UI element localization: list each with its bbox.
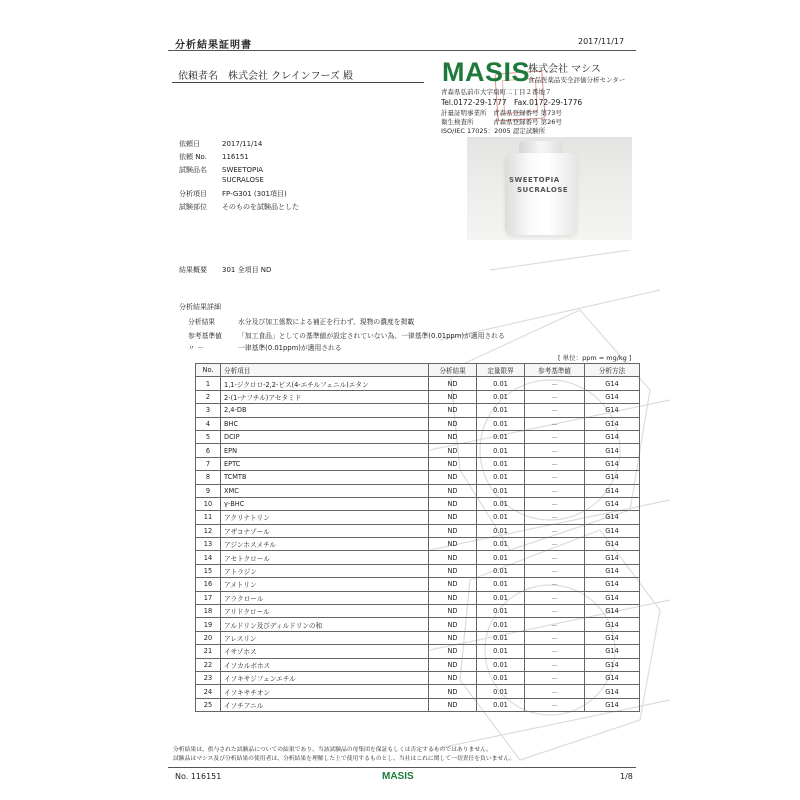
cell-method: G14 <box>585 444 640 457</box>
table-row <box>196 404 640 417</box>
cell-item: アリドクロール <box>221 605 429 618</box>
cell-no: 4 <box>196 417 221 430</box>
sample-photo <box>467 137 632 240</box>
cell-reference: － <box>525 658 585 671</box>
cell-method: G14 <box>585 484 640 497</box>
details-heading: 分析結果詳細 <box>179 303 221 311</box>
table-row <box>196 631 640 644</box>
cell-limit: 0.01 <box>477 631 525 644</box>
cell-no: 12 <box>196 524 221 537</box>
footer-divider <box>168 767 636 768</box>
table-row <box>196 658 640 671</box>
cell-limit: 0.01 <box>477 645 525 658</box>
cell-item: DCIP <box>221 430 429 443</box>
results-body <box>196 377 640 712</box>
table-header-row <box>196 364 640 377</box>
cell-limit: 0.01 <box>477 497 525 510</box>
cell-item: BHC <box>221 417 429 430</box>
cell-result: ND <box>429 685 477 698</box>
cell-limit: 0.01 <box>477 404 525 417</box>
cell-no: 3 <box>196 404 221 417</box>
cell-no: 6 <box>196 444 221 457</box>
cell-method: G14 <box>585 417 640 430</box>
cell-method: G14 <box>585 511 640 524</box>
cell-reference: － <box>525 471 585 484</box>
table-row <box>196 471 640 484</box>
cell-result: ND <box>429 645 477 658</box>
table-row <box>196 484 640 497</box>
cell-item: 1,1-ジクロロ-2,2-ビス(4-エチルフェニル)エタン <box>221 377 429 390</box>
cell-result: ND <box>429 484 477 497</box>
cell-method: G14 <box>585 404 640 417</box>
cell-method: G14 <box>585 658 640 671</box>
cell-result: ND <box>429 538 477 551</box>
header-divider <box>168 50 636 51</box>
cell-item: EPN <box>221 444 429 457</box>
cell-method: G14 <box>585 564 640 577</box>
detail-row: 〃 － 一律基準(0.01ppm)が適用される <box>188 344 342 352</box>
cell-reference: － <box>525 671 585 684</box>
cell-item: イソキサチオン <box>221 685 429 698</box>
cell-no: 8 <box>196 471 221 484</box>
cell-method: G14 <box>585 685 640 698</box>
cell-result: ND <box>429 444 477 457</box>
bottle-label-1: SWEETOPIA <box>509 176 560 184</box>
cell-limit: 0.01 <box>477 511 525 524</box>
company-name: 株式会社 マシス <box>528 64 601 75</box>
unit-label: [ 単位：ppm = mg/kg ] <box>558 354 632 362</box>
cell-method: G14 <box>585 538 640 551</box>
cell-no: 21 <box>196 645 221 658</box>
table-row <box>196 457 640 470</box>
cell-no: 11 <box>196 511 221 524</box>
cell-limit: 0.01 <box>477 538 525 551</box>
table-row <box>196 591 640 604</box>
footnote-1: 分析結果は、供与された試験品についての結果であり、当該試験品の母集団を保証もしくは否定するものではありません。 <box>173 747 493 753</box>
cell-result: ND <box>429 430 477 443</box>
table-row <box>196 645 640 658</box>
cell-reference: － <box>525 551 585 564</box>
cell-method: G14 <box>585 390 640 403</box>
footer-number: No. 116151 <box>175 772 222 781</box>
cell-limit: 0.01 <box>477 591 525 604</box>
cell-no: 1 <box>196 377 221 390</box>
cell-result: ND <box>429 404 477 417</box>
cell-item: アルドリン及びディルドリンの和 <box>221 618 429 631</box>
cell-no: 10 <box>196 497 221 510</box>
cell-limit: 0.01 <box>477 564 525 577</box>
cell-method: G14 <box>585 591 640 604</box>
cell-no: 5 <box>196 430 221 443</box>
cell-reference: － <box>525 538 585 551</box>
cell-item: XMC <box>221 484 429 497</box>
cell-item: EPTC <box>221 457 429 470</box>
cell-item: イソキサジフェンエチル <box>221 671 429 684</box>
table-row <box>196 685 640 698</box>
col-method: 分析方法 <box>585 364 640 377</box>
result-summary: 結果概要 301 全項目 ND <box>179 266 272 274</box>
col-limit: 定量限界 <box>477 364 525 377</box>
request-number: 依頼 No. 116151 <box>179 153 249 161</box>
cell-limit: 0.01 <box>477 484 525 497</box>
cell-result: ND <box>429 457 477 470</box>
cell-method: G14 <box>585 497 640 510</box>
cell-method: G14 <box>585 457 640 470</box>
cell-reference: － <box>525 404 585 417</box>
cell-result: ND <box>429 471 477 484</box>
cell-limit: 0.01 <box>477 685 525 698</box>
footnote-2: 試験品はマシス及び分析結果の使用者は、分析結果を理解した上で使用するものとし、当社はこれに関して一切責任を負いません。 <box>173 756 516 762</box>
cell-item: イソカルボホス <box>221 658 429 671</box>
cell-item: アクリナトリン <box>221 511 429 524</box>
cell-limit: 0.01 <box>477 471 525 484</box>
cell-result: ND <box>429 605 477 618</box>
col-reference: 参考基準値 <box>525 364 585 377</box>
table-row <box>196 698 640 711</box>
cell-result: ND <box>429 658 477 671</box>
cell-no: 13 <box>196 538 221 551</box>
cell-item: γ-BHC <box>221 497 429 510</box>
cell-reference: － <box>525 417 585 430</box>
cell-limit: 0.01 <box>477 658 525 671</box>
cell-result: ND <box>429 578 477 591</box>
cell-no: 20 <box>196 631 221 644</box>
cell-limit: 0.01 <box>477 698 525 711</box>
cell-result: ND <box>429 417 477 430</box>
cell-reference: － <box>525 645 585 658</box>
cell-no: 16 <box>196 578 221 591</box>
cell-no: 23 <box>196 671 221 684</box>
table-row <box>196 605 640 618</box>
cell-no: 7 <box>196 457 221 470</box>
cell-no: 24 <box>196 685 221 698</box>
cell-item: アラクロール <box>221 591 429 604</box>
cell-method: G14 <box>585 578 640 591</box>
lab-registration-1: 計量証明事業所 青森県登録番号 第73号 <box>441 109 562 117</box>
cell-result: ND <box>429 671 477 684</box>
client-underline <box>172 82 424 83</box>
cell-reference: － <box>525 685 585 698</box>
cell-item: アレスリン <box>221 631 429 644</box>
lab-iso: ISO/IEC 17025：2005 認定試験所 <box>441 127 546 135</box>
table-row <box>196 511 640 524</box>
table-row <box>196 497 640 510</box>
cell-no: 14 <box>196 551 221 564</box>
cell-method: G14 <box>585 618 640 631</box>
cell-no: 18 <box>196 605 221 618</box>
cell-method: G14 <box>585 551 640 564</box>
lab-phone: Tel.0172-29-1777 Fax.0172-29-1776 <box>441 98 583 107</box>
company-subtitle: 食品医薬品安全評価分析センター <box>528 76 626 84</box>
cell-reference: － <box>525 591 585 604</box>
cell-no: 15 <box>196 564 221 577</box>
cell-reference: － <box>525 578 585 591</box>
cell-method: G14 <box>585 524 640 537</box>
cell-limit: 0.01 <box>477 377 525 390</box>
cell-item: イソチアニル <box>221 698 429 711</box>
cell-limit: 0.01 <box>477 578 525 591</box>
cell-method: G14 <box>585 645 640 658</box>
cell-limit: 0.01 <box>477 417 525 430</box>
cell-method: G14 <box>585 430 640 443</box>
cell-limit: 0.01 <box>477 430 525 443</box>
detail-row: 分析結果 水分及び加工係数による補正を行わず、現物の濃度を掲載 <box>188 318 415 326</box>
results-table <box>195 363 640 712</box>
cell-reference: － <box>525 698 585 711</box>
cell-no: 25 <box>196 698 221 711</box>
cell-result: ND <box>429 591 477 604</box>
cell-item: アザコナゾール <box>221 524 429 537</box>
cell-limit: 0.01 <box>477 551 525 564</box>
page-number: 1/8 <box>620 772 633 781</box>
cell-no: 2 <box>196 390 221 403</box>
cell-limit: 0.01 <box>477 671 525 684</box>
cell-reference: － <box>525 444 585 457</box>
sample-name: 試験品名 SWEETOPIA <box>179 166 264 174</box>
cell-result: ND <box>429 698 477 711</box>
cell-limit: 0.01 <box>477 457 525 470</box>
client-name: 依頼者名 株式会社 クレインフーズ 殿 <box>178 71 354 82</box>
cell-result: ND <box>429 390 477 403</box>
analysis-item: 分析項目 FP-G301 (301項目) <box>179 190 287 198</box>
cell-item: アジンホスメチル <box>221 538 429 551</box>
cell-reference: － <box>525 457 585 470</box>
table-row <box>196 430 640 443</box>
cell-method: G14 <box>585 605 640 618</box>
cell-limit: 0.01 <box>477 524 525 537</box>
cell-reference: － <box>525 618 585 631</box>
col-no: No. <box>196 364 221 377</box>
table-row <box>196 538 640 551</box>
cell-no: 17 <box>196 591 221 604</box>
sample-bottle <box>505 153 577 235</box>
table-row <box>196 578 640 591</box>
issue-date: 2017/11/17 <box>578 37 625 46</box>
cell-result: ND <box>429 524 477 537</box>
cell-method: G14 <box>585 471 640 484</box>
detail-row: 参考基準値 「加工食品」としての基準値が設定されていない為、一律基準(0.01ppm)が適用される <box>188 332 505 340</box>
col-item: 分析項目 <box>221 364 429 377</box>
table-row <box>196 671 640 684</box>
cell-result: ND <box>429 618 477 631</box>
cell-reference: － <box>525 377 585 390</box>
cell-limit: 0.01 <box>477 618 525 631</box>
cell-item: 2,4-DB <box>221 404 429 417</box>
cell-method: G14 <box>585 377 640 390</box>
cell-item: アメトリン <box>221 578 429 591</box>
cell-reference: － <box>525 430 585 443</box>
sample-name-2: SUCRALOSE <box>222 176 264 184</box>
cell-result: ND <box>429 564 477 577</box>
cell-method: G14 <box>585 698 640 711</box>
cell-item: イサゾホス <box>221 645 429 658</box>
lab-address: 青森県弘前市大字扇町二丁目２番地７ <box>441 88 552 96</box>
table-row <box>196 444 640 457</box>
table-row <box>196 618 640 631</box>
cell-result: ND <box>429 497 477 510</box>
cell-limit: 0.01 <box>477 444 525 457</box>
document-title: 分析結果証明書 <box>175 40 252 51</box>
cell-item: TCMTB <box>221 471 429 484</box>
cell-no: 9 <box>196 484 221 497</box>
test-part: 試験部位 そのものを試験品とした <box>179 203 299 211</box>
col-result: 分析結果 <box>429 364 477 377</box>
request-date: 依頼日 2017/11/14 <box>179 140 263 148</box>
masis-logo: MASIS <box>442 57 531 87</box>
cell-reference: － <box>525 631 585 644</box>
cell-limit: 0.01 <box>477 390 525 403</box>
cell-limit: 0.01 <box>477 605 525 618</box>
cell-result: ND <box>429 377 477 390</box>
cell-method: G14 <box>585 671 640 684</box>
cell-reference: － <box>525 497 585 510</box>
cell-method: G14 <box>585 631 640 644</box>
table-row <box>196 564 640 577</box>
cell-no: 19 <box>196 618 221 631</box>
cell-result: ND <box>429 511 477 524</box>
cell-result: ND <box>429 551 477 564</box>
cell-reference: － <box>525 390 585 403</box>
cell-reference: － <box>525 511 585 524</box>
cell-no: 22 <box>196 658 221 671</box>
bottle-label-2: SUCRALOSE <box>517 186 569 194</box>
footer-logo: MASIS <box>382 771 414 782</box>
cell-reference: － <box>525 605 585 618</box>
cell-item: 2-(1-ナフチル)アセタミド <box>221 390 429 403</box>
lab-registration-2: 衛生検査所 青森県登録番号 第26号 <box>441 118 562 126</box>
cell-item: アトラジン <box>221 564 429 577</box>
table-row <box>196 390 640 403</box>
cell-result: ND <box>429 631 477 644</box>
table-row <box>196 417 640 430</box>
cell-reference: － <box>525 564 585 577</box>
table-row <box>196 377 640 390</box>
cell-reference: － <box>525 484 585 497</box>
table-row <box>196 524 640 537</box>
cell-reference: － <box>525 524 585 537</box>
cell-item: アセトクロール <box>221 551 429 564</box>
table-row <box>196 551 640 564</box>
